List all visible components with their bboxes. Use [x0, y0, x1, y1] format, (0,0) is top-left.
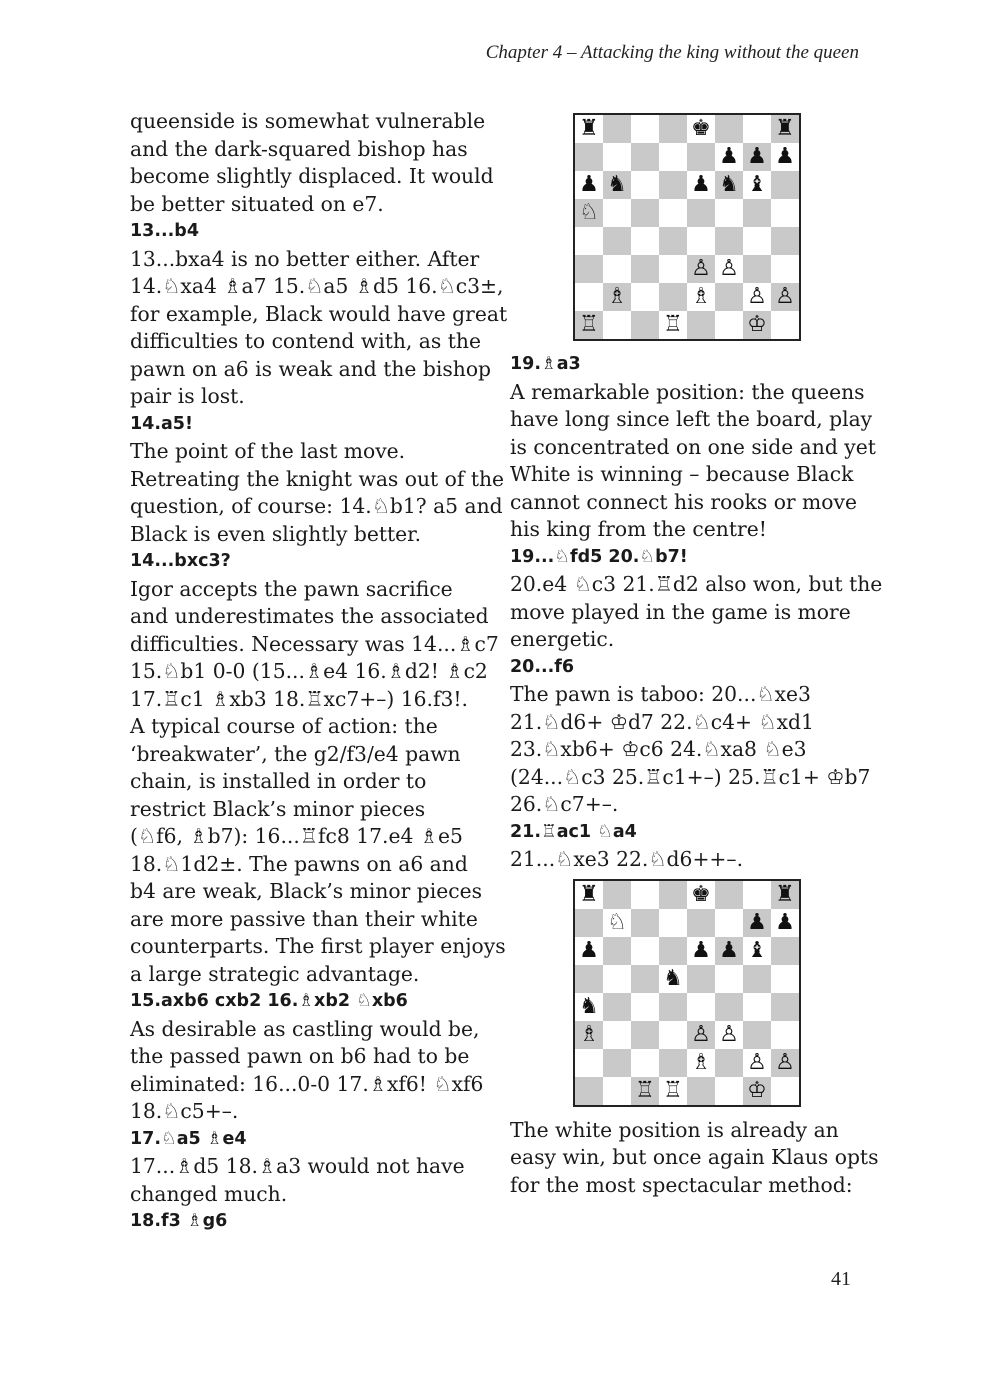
- chess-piece-square: ♙: [715, 255, 743, 283]
- board-square: [659, 143, 687, 171]
- left-column: [130, 108, 508, 1236]
- running-head: Chapter 4 – Attacking the king without the queen: [485, 42, 859, 63]
- board-square: [575, 283, 603, 311]
- chess-piece-square: ♙: [771, 1049, 799, 1077]
- text-line: 18.♘c5+–.: [130, 1099, 239, 1123]
- board-square: [771, 965, 799, 993]
- chess-piece-square: ♟: [771, 909, 799, 937]
- text-line: become slightly displaced. It would: [130, 164, 494, 188]
- chess-piece-square: ♟: [687, 937, 715, 965]
- board-square: [771, 311, 799, 339]
- chess-piece-square: ♜: [575, 881, 603, 909]
- text-line: The white position is already an: [510, 1117, 839, 1142]
- board-square: [659, 1021, 687, 1049]
- text-line: counterparts. The first player enjoys: [130, 934, 506, 958]
- text-line: White is winning – because Black: [510, 462, 854, 486]
- board-square: [659, 255, 687, 283]
- chess-piece-square: ♙: [743, 1049, 771, 1077]
- chess-piece-square: ♗: [687, 283, 715, 311]
- text-line: is concentrated on one side and yet: [510, 434, 876, 459]
- board-square: [575, 227, 603, 255]
- text-line: changed much.: [130, 1181, 288, 1206]
- board-square: [743, 881, 771, 909]
- board-square: [743, 199, 771, 227]
- chess-piece-square: ♞: [715, 171, 743, 199]
- board-square: [771, 255, 799, 283]
- chess-piece-square: ♙: [771, 283, 799, 311]
- chess-piece-square: ♞: [603, 171, 631, 199]
- chess-piece-square: ♙: [687, 255, 715, 283]
- board-square: [631, 1021, 659, 1049]
- board-square: [659, 993, 687, 1021]
- move-heading: 18.f3 ♗g6: [130, 1211, 228, 1231]
- text-line: 21.♘d6+ ♔d7 22.♘c4+ ♘xd1: [510, 709, 814, 734]
- board-square: [687, 227, 715, 255]
- board-square: [687, 1077, 715, 1105]
- board-square: [631, 993, 659, 1021]
- text-line: 14.♘xa4 ♗a7 15.♘a5 ♗d5 16.♘c3±,: [130, 274, 504, 298]
- chess-piece-square: ♟: [743, 909, 771, 937]
- text-line: easy win, but once again Klaus opts: [510, 1145, 879, 1169]
- board-square: [715, 881, 743, 909]
- board-square: [631, 227, 659, 255]
- text-line: restrict Black’s minor pieces: [130, 796, 426, 821]
- text-line: A typical course of action: the: [130, 714, 438, 738]
- chess-piece-square: ♙: [743, 283, 771, 311]
- board-square: [743, 1021, 771, 1049]
- board-square: [659, 227, 687, 255]
- move-heading: 20...f6: [510, 656, 575, 677]
- text-line: question, of course: 14.♘b1? a5 and: [130, 494, 503, 518]
- board-square: [659, 937, 687, 965]
- board-square: [631, 909, 659, 937]
- chess-piece-square: ♖: [631, 1077, 659, 1105]
- text-line: Igor accepts the pawn sacrifice: [130, 576, 453, 601]
- text-line: 26.♘c7+–.: [510, 792, 619, 816]
- chess-piece-square: ♖: [659, 1077, 687, 1105]
- chess-piece-square: ♙: [715, 1021, 743, 1049]
- board-square: [631, 965, 659, 993]
- text-line: the passed pawn on b6 had to be: [130, 1044, 470, 1068]
- board-square: [575, 1077, 603, 1105]
- chess-piece-square: ♗: [687, 1049, 715, 1077]
- text-line: queenside is somewhat vulnerable: [130, 109, 486, 133]
- board-square: [715, 1077, 743, 1105]
- chess-diagram: [510, 879, 860, 1117]
- chess-piece-square: ♟: [575, 171, 603, 199]
- move-heading: 17.♘a5 ♗e4: [130, 1128, 247, 1149]
- text-line: difficulties. Necessary was 14...♗c7: [130, 631, 499, 656]
- board-square: [631, 143, 659, 171]
- page-number: 41: [831, 1268, 851, 1290]
- chess-piece-square: ♗: [603, 283, 631, 311]
- board-square: [575, 1049, 603, 1077]
- chess-piece-square: ♖: [659, 311, 687, 339]
- text-line: 15.♘b1 0-0 (15...♗e4 16.♗d2! ♗c2: [130, 659, 488, 683]
- chess-piece-square: ♟: [771, 143, 799, 171]
- chess-piece-square: ♞: [575, 993, 603, 1021]
- board-square: [631, 171, 659, 199]
- board-square: [631, 255, 659, 283]
- chess-piece-square: ♟: [575, 937, 603, 965]
- text-line: pawn on a6 is weak and the bishop: [130, 356, 492, 381]
- text-line: chain, is installed in order to: [130, 769, 427, 793]
- board-square: [715, 311, 743, 339]
- move-heading: 21.♖ac1 ♘a4: [510, 821, 637, 842]
- text-line: and underestimates the associated: [130, 604, 489, 628]
- board-square: [575, 909, 603, 937]
- board-square: [771, 171, 799, 199]
- move-heading: 14.a5!: [130, 413, 193, 434]
- board-square: [715, 993, 743, 1021]
- chess-piece-square: ♝: [743, 171, 771, 199]
- board-square: [603, 227, 631, 255]
- text-line: 23.♘xb6+ ♔c6 24.♘xa8 ♘e3: [510, 737, 807, 761]
- move-heading: 13...b4: [130, 221, 200, 241]
- board-square: [687, 909, 715, 937]
- board-square: [631, 1049, 659, 1077]
- board-square: [603, 143, 631, 171]
- chess-piece-square: ♚: [687, 881, 715, 909]
- board-square: [631, 199, 659, 227]
- board-square: [603, 311, 631, 339]
- text-line: and the dark-squared bishop has: [130, 136, 468, 161]
- text-line: ‘breakwater’, the g2/f3/e4 pawn: [130, 741, 461, 766]
- text-line: for example, Black would have great: [130, 301, 508, 326]
- board-square: [659, 909, 687, 937]
- board-square: [631, 881, 659, 909]
- move-heading: 19...♘fd5 20.♘b7!: [510, 546, 688, 567]
- chess-piece-square: ♔: [743, 1077, 771, 1105]
- board-square: [715, 1049, 743, 1077]
- text-line: 17...♗d5 18.♗a3 would not have: [130, 1154, 465, 1178]
- chess-diagram: [510, 113, 860, 351]
- board-square: [659, 881, 687, 909]
- board-square: [603, 255, 631, 283]
- chess-piece-square: ♟: [687, 171, 715, 199]
- board-square: [743, 115, 771, 143]
- chess-piece-square: ♗: [575, 1021, 603, 1049]
- text-line: his king from the centre!: [510, 517, 767, 541]
- board-square: [603, 1077, 631, 1105]
- move-heading: 15.axb6 cxb2 16.♗xb2 ♘xb6: [130, 991, 408, 1011]
- board-square: [771, 227, 799, 255]
- text-line: be better situated on e7.: [130, 191, 384, 216]
- text-line: A remarkable position: the queens: [510, 379, 865, 404]
- board-square: [715, 115, 743, 143]
- board-square: [603, 115, 631, 143]
- text-line: Black is even slightly better.: [130, 521, 422, 546]
- chess-piece-square: ♜: [575, 115, 603, 143]
- board-square: [603, 993, 631, 1021]
- move-heading: 14...bxc3?: [130, 551, 231, 571]
- board-square: [715, 909, 743, 937]
- board-square: [687, 143, 715, 171]
- board-square: [743, 965, 771, 993]
- chess-piece-square: ♔: [743, 311, 771, 339]
- text-line: have long since left the board, play: [510, 407, 873, 431]
- board-square: [687, 311, 715, 339]
- chess-board: [573, 113, 801, 341]
- text-line: 13...bxa4 is no better either. After: [130, 246, 480, 271]
- text-line: (♘f6, ♗b7): 16...♖fc8 17.e4 ♗e5: [130, 824, 463, 848]
- board-square: [659, 283, 687, 311]
- board-square: [603, 937, 631, 965]
- board-square: [715, 283, 743, 311]
- board-square: [743, 227, 771, 255]
- board-square: [575, 143, 603, 171]
- text-line: are more passive than their white: [130, 906, 478, 931]
- chess-piece-square: ♜: [771, 881, 799, 909]
- text-line: b4 are weak, Black’s minor pieces: [130, 879, 483, 903]
- board-square: [575, 255, 603, 283]
- board-square: [715, 199, 743, 227]
- board-square: [743, 255, 771, 283]
- text-line: 17.♖c1 ♗xb3 18.♖xc7+–) 16.f3!.: [130, 686, 468, 711]
- board-square: [631, 311, 659, 339]
- board-square: [659, 171, 687, 199]
- chess-piece-square: ♟: [715, 143, 743, 171]
- board-square: [603, 1049, 631, 1077]
- board-square: [715, 227, 743, 255]
- right-column: [510, 108, 883, 1199]
- board-square: [743, 993, 771, 1021]
- text-line: move played in the game is more: [510, 599, 851, 624]
- text-line: 18.♘1d2±. The pawns on a6 and: [130, 851, 468, 876]
- board-square: [771, 937, 799, 965]
- chess-piece-square: ♝: [743, 937, 771, 965]
- board-square: [659, 199, 687, 227]
- chess-piece-square: ♘: [575, 199, 603, 227]
- board-square: [771, 993, 799, 1021]
- board-square: [771, 1077, 799, 1105]
- board-square: [715, 965, 743, 993]
- text-line: As desirable as castling would be,: [130, 1016, 480, 1041]
- board-square: [771, 1021, 799, 1049]
- board-square: [659, 1049, 687, 1077]
- move-heading: 19.♗a3: [510, 354, 581, 374]
- text-line: for the most spectacular method:: [510, 1172, 853, 1197]
- chess-board: [573, 879, 801, 1107]
- board-square: [603, 881, 631, 909]
- text-line: Retreating the knight was out of the: [130, 466, 505, 491]
- board-square: [603, 1021, 631, 1049]
- chess-piece-square: ♘: [603, 909, 631, 937]
- board-square: [771, 199, 799, 227]
- text-line: The point of the last move.: [130, 439, 406, 463]
- text-line: difficulties to contend with, as the: [130, 329, 481, 353]
- text-line: energetic.: [510, 627, 615, 651]
- text-line: (24...♘c3 25.♖c1+–) 25.♖c1+ ♔b7: [510, 764, 871, 789]
- chess-piece-square: ♟: [743, 143, 771, 171]
- text-line: pair is lost.: [130, 384, 245, 408]
- chess-piece-square: ♚: [687, 115, 715, 143]
- chess-piece-square: ♟: [715, 937, 743, 965]
- text-line: cannot connect his rooks or move: [510, 489, 857, 514]
- text-line: 20.e4 ♘c3 21.♖d2 also won, but the: [510, 572, 883, 596]
- board-square: [687, 993, 715, 1021]
- text-line: a large strategic advantage.: [130, 961, 420, 986]
- chess-piece-square: ♞: [659, 965, 687, 993]
- text-line: 21...♘xe3 22.♘d6++–.: [510, 847, 744, 871]
- board-square: [631, 283, 659, 311]
- board-square: [603, 965, 631, 993]
- board-square: [575, 965, 603, 993]
- board-square: [631, 115, 659, 143]
- text-line: The pawn is taboo: 20...♘xe3: [510, 682, 811, 706]
- board-square: [687, 199, 715, 227]
- chess-piece-square: ♖: [575, 311, 603, 339]
- board-square: [631, 937, 659, 965]
- chess-piece-square: ♙: [687, 1021, 715, 1049]
- board-square: [687, 965, 715, 993]
- chess-piece-square: ♜: [771, 115, 799, 143]
- board-square: [659, 115, 687, 143]
- board-square: [603, 199, 631, 227]
- text-line: eliminated: 16...0-0 17.♗xf6! ♘xf6: [130, 1071, 484, 1096]
